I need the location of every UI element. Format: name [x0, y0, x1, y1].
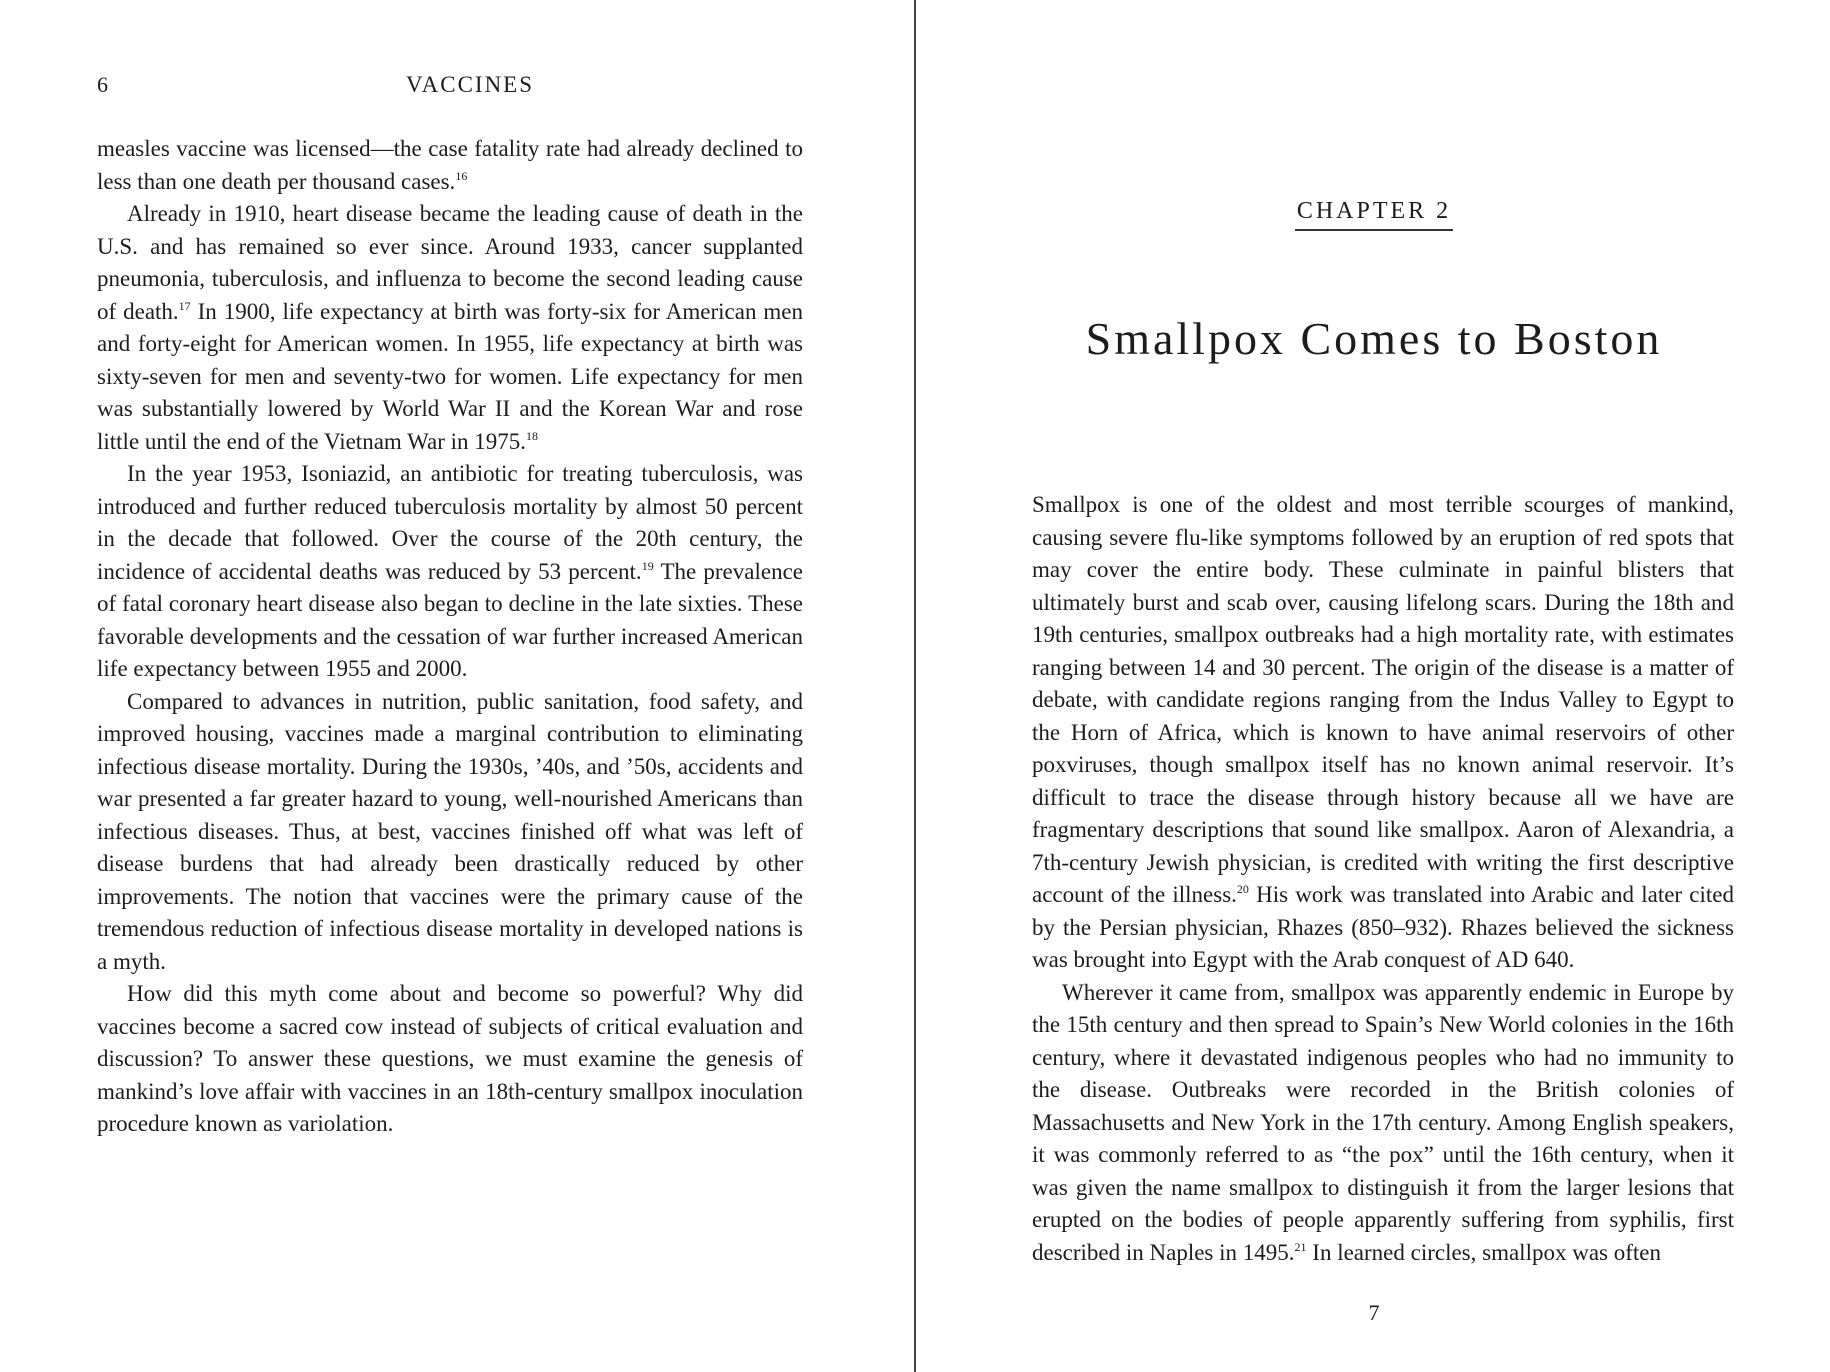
footnote-ref: 20: [1236, 882, 1249, 896]
page-gutter: [914, 0, 916, 1372]
page-number: 6: [97, 72, 108, 97]
paragraph-text: How did this myth come about and become so powerful? Why did vaccines become a sacred cow instead of subjects of critical evaluation and discussion? To answer these questions, we must examine the genesis of mankind’s love affair with vaccines in an 18th-century smallpox inoculation procedure known as variolation.: [97, 981, 803, 1136]
paragraph-text: Already in 1910, heart disease became the leading cause of death in the U.S. and has remained so ever since. Around 1933, cancer supplanted pneumonia, tuberculosis, and influenza to become the second leading cause of death.: [97, 201, 803, 324]
running-head-title: VACCINES: [405, 72, 535, 97]
paragraph-text: His work was translated into Arabic and later cited by the Persian physician, Rhazes (850–932). Rhazes believed the sickness was brought into Egypt with the Arab conquest of AD 640.: [1032, 882, 1734, 972]
footnote-ref: 17: [178, 298, 191, 313]
right-page-body: [1032, 489, 1734, 1269]
left-page-body: [97, 133, 803, 1141]
paragraph-text: In learned circles, smallpox was often: [1306, 1239, 1661, 1265]
footnote-ref: 16: [455, 168, 468, 183]
paragraph-text: In 1900, life expectancy at birth was forty-six for American men and forty-eight for American women. In 1955, life expectancy at birth was sixty-seven for men and seventy-two for women. Life expectancy for men was substantially lowered by World War II and the Korean War and rose little until the end of the Vietnam War in 1975.: [97, 298, 803, 454]
right-page: [918, 0, 1830, 1372]
paragraph: [1032, 489, 1734, 977]
paragraph: [97, 198, 803, 458]
paragraph-text: In the year 1953, Isoniazid, an antibiotic for treating tuberculosis, was introduced and further reduced tuberculosis mortality by almost 50 percent in the decade that followed. Over the course of the 20th century, the incidence of accidental deaths was reduced by 53 percent.: [97, 461, 803, 584]
footnote-ref: 18: [526, 428, 539, 443]
running-head: [97, 72, 803, 102]
paragraph-text: Wherever it came from, smallpox was apparently endemic in Europe by the 15th century and then spread to Spain’s New World colonies in the 16th century, where it devastated indigenous peoples who had no immunity to the disease. Outbreaks were recorded in the British colonies of Massachusetts and New York in the 17th century. Among English speakers, it was commonly referred to as “the pox” until the 16th century, when it was given the name smallpox to distinguish it from the larger lesions that erupted on the bodies of people apparently suffering from syphilis, first described in Naples in 1495.: [1032, 979, 1734, 1265]
chapter-label: [918, 198, 1830, 231]
paragraph: [97, 458, 803, 686]
paragraph-text: The prevalence of fatal coronary heart disease also began to decline in the late sixties. These favorable developments and the cessation of war further increased American life expectancy between 1955 and 2000.: [97, 558, 803, 681]
paragraph-text: measles vaccine was licensed—the case fatality rate had already declined to less than one death per thousand cases.: [97, 136, 803, 194]
paragraph: [97, 133, 803, 198]
paragraph: [97, 978, 803, 1141]
footnote-ref: 21: [1294, 1239, 1307, 1254]
paragraph: [97, 686, 803, 979]
page-number: 7: [1368, 1300, 1380, 1325]
paragraph-text: Compared to advances in nutrition, public sanitation, food safety, and improved housing, vaccines made a marginal contribution to eliminating infectious disease mortality. During the 1930s, ’40s, and ’50s, accidents and war presented a far greater hazard to young, well-nourished Americans than infectious diseases. Thus, at best, vaccines finished off what was left of disease burdens that had already been drastically reduced by other improvements. The notion that vaccines were the primary cause of the tremendous reduction of infectious disease mortality in developed nations is a myth.: [97, 688, 803, 974]
chapter-title: Smallpox Comes to Boston: [1085, 313, 1663, 364]
chapter-label-text: CHAPTER 2: [1295, 198, 1453, 231]
paragraph-text: Smallpox is one of the oldest and most terrible scourges of mankind, causing severe flu-like symptoms followed by an eruption of red spots that may cover the entire body. These culminate in painful blisters that ultimately burst and scab over, causing lifelong scars. During the 18th and 19th centuries, smallpox outbreaks had a high mortality rate, with estimates ranging between 14 and 30 percent. The origin of the disease is a matter of debate, with candidate regions ranging from the Indus Valley to Egypt to the Horn of Africa, which is known to have animal reservoirs of other poxviruses, though smallpox itself has no known animal reservoir. It’s difficult to trace the disease through history because all we have are fragmentary descriptions that sound like smallpox. Aaron of Alexandria, a 7th-century Jewish physician, is credited with writing the first descriptive account of the illness.: [1032, 492, 1734, 907]
paragraph: [1032, 977, 1734, 1270]
footnote-ref: 19: [641, 558, 654, 573]
